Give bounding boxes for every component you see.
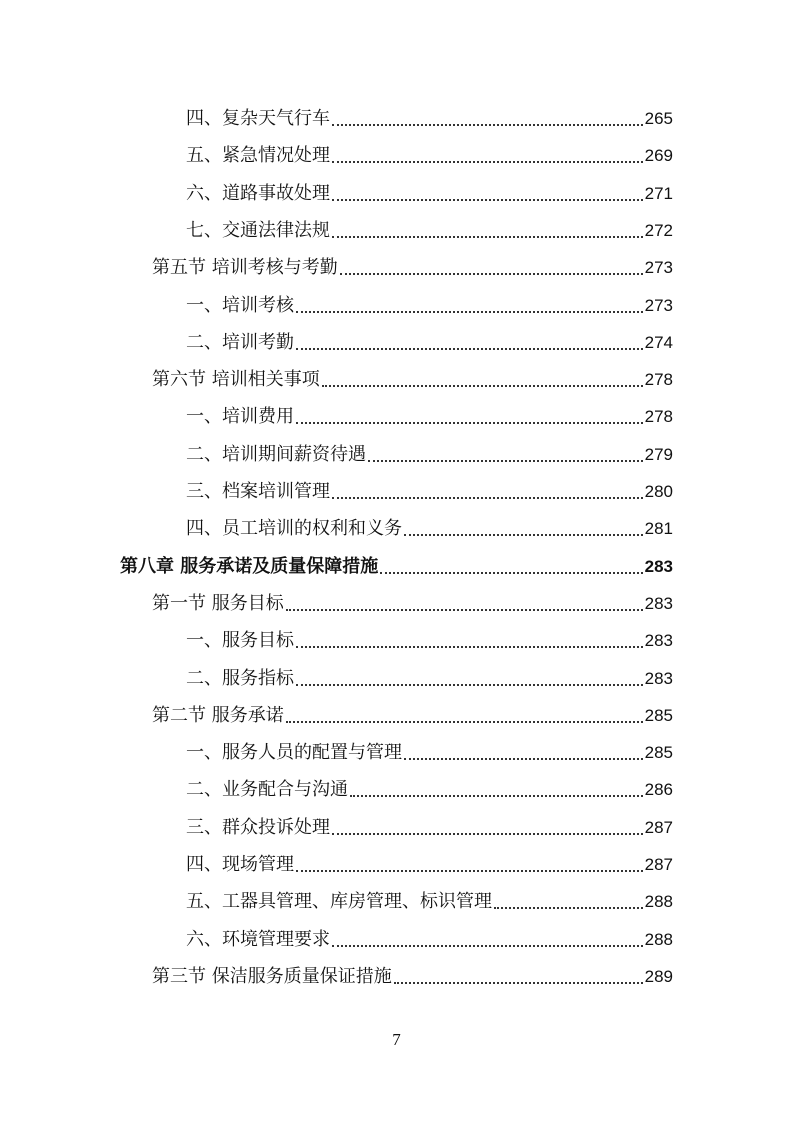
toc-entry-label: 第六节 培训相关事项 xyxy=(152,369,320,391)
toc-entry-label: 四、复杂天气行车 xyxy=(186,108,330,129)
toc-entry[interactable] xyxy=(186,626,673,656)
toc-entry-label: 第一节 服务目标 xyxy=(152,592,284,614)
toc-entry[interactable] xyxy=(186,887,673,917)
dot-leader xyxy=(286,721,643,723)
toc-entry-label: 四、员工培训的权利和义务 xyxy=(186,518,402,540)
toc-entry[interactable] xyxy=(186,664,673,694)
toc-entry-page: 283 xyxy=(644,668,673,688)
toc-entry-page: 283 xyxy=(644,631,673,651)
dot-leader xyxy=(404,758,643,760)
toc-entry-page: 289 xyxy=(644,966,673,986)
toc-entry[interactable] xyxy=(186,141,673,171)
dot-leader xyxy=(296,422,643,424)
toc-entry[interactable] xyxy=(186,328,673,358)
toc-entry-page: 281 xyxy=(644,519,673,539)
toc-entry[interactable] xyxy=(152,589,673,619)
toc-entry-label: 二、服务指标 xyxy=(186,667,294,689)
toc-entry-label: 第三节 保洁服务质量保证措施 xyxy=(152,965,392,987)
toc-entry[interactable] xyxy=(186,477,673,507)
toc-entry[interactable] xyxy=(186,738,673,768)
toc-entry[interactable] xyxy=(152,253,673,283)
toc-entry[interactable] xyxy=(186,925,673,955)
dot-leader xyxy=(332,497,643,499)
toc-entry-label: 四、现场管理 xyxy=(186,854,294,875)
toc-entry-page: 269 xyxy=(644,146,673,166)
dot-leader xyxy=(380,572,642,574)
toc-entry[interactable] xyxy=(186,291,673,321)
toc-entry[interactable] xyxy=(186,440,673,470)
toc-entry-label: 第八章 服务承诺及质量保障措施 xyxy=(120,555,379,577)
toc-entry-page: 285 xyxy=(644,705,673,725)
toc-entry-label: 一、服务人员的配置与管理 xyxy=(186,742,402,764)
toc-entry-page: 278 xyxy=(644,370,673,390)
toc-entry-label: 第二节 服务承诺 xyxy=(152,704,284,726)
dot-leader xyxy=(394,982,643,984)
toc-entry-page: 280 xyxy=(644,482,673,501)
toc-entry[interactable] xyxy=(186,850,673,880)
dot-leader xyxy=(296,870,643,872)
toc-entry[interactable] xyxy=(120,552,673,582)
dot-leader xyxy=(332,945,643,947)
dot-leader xyxy=(494,907,643,909)
toc-entry-page: 285 xyxy=(644,743,673,763)
toc-entry-page: 279 xyxy=(644,444,673,464)
toc-entry-page: 283 xyxy=(644,556,673,576)
toc-entry-page: 273 xyxy=(644,295,673,315)
toc-entry-label: 一、培训考核 xyxy=(186,294,294,316)
dot-leader xyxy=(332,236,643,238)
toc-entry[interactable] xyxy=(152,962,673,992)
toc-entry[interactable] xyxy=(152,701,673,731)
toc-entry-page: 283 xyxy=(644,593,673,613)
toc-entry[interactable] xyxy=(186,813,673,843)
toc-entry-page: 271 xyxy=(644,183,673,203)
toc-entry-page: 287 xyxy=(644,855,673,874)
toc-entry-label: 三、群众投诉处理 xyxy=(186,816,330,838)
dot-leader xyxy=(332,161,643,163)
page-number: 7 xyxy=(392,1030,401,1049)
toc-entry-page: 286 xyxy=(644,780,673,800)
toc-entry[interactable] xyxy=(186,216,673,246)
toc-entry-page: 287 xyxy=(644,817,673,837)
dot-leader xyxy=(296,684,643,686)
toc-entry-page: 273 xyxy=(644,258,673,278)
dot-leader xyxy=(332,124,643,126)
dot-leader xyxy=(296,311,643,313)
dot-leader xyxy=(350,795,643,797)
toc-entry-label: 二、培训考勤 xyxy=(186,331,294,353)
dot-leader xyxy=(368,460,643,462)
toc-entry-page: 278 xyxy=(644,407,673,427)
dot-leader xyxy=(404,534,643,536)
toc-entry-page: 265 xyxy=(644,109,673,128)
toc-entry[interactable] xyxy=(152,365,673,395)
dot-leader xyxy=(296,646,643,648)
dot-leader xyxy=(332,199,643,201)
toc-entry-label: 五、工器具管理、库房管理、标识管理 xyxy=(186,891,492,913)
dot-leader xyxy=(322,385,643,387)
dot-leader xyxy=(340,273,643,275)
toc-entry-label: 一、培训费用 xyxy=(186,406,294,428)
dot-leader xyxy=(296,348,643,350)
toc-entry[interactable] xyxy=(186,514,673,544)
toc-entry-page: 288 xyxy=(644,929,673,949)
toc-entry-label: 二、培训期间薪资待遇 xyxy=(186,443,366,465)
toc-entry[interactable] xyxy=(186,402,673,432)
toc-entry-page: 272 xyxy=(644,220,673,240)
toc-entry[interactable] xyxy=(186,775,673,805)
toc-entry-page: 274 xyxy=(644,332,673,352)
dot-leader xyxy=(332,833,643,835)
toc-entry[interactable] xyxy=(186,104,673,134)
toc-entry-label: 六、道路事故处理 xyxy=(186,182,330,204)
toc-entry-label: 五、紧急情况处理 xyxy=(186,145,330,167)
toc-entry-label: 六、环境管理要求 xyxy=(186,928,330,950)
toc-entry-label: 七、交通法律法规 xyxy=(186,219,330,241)
toc-entry-label: 第五节 培训考核与考勤 xyxy=(152,257,338,279)
toc-entry-label: 一、服务目标 xyxy=(186,630,294,652)
dot-leader xyxy=(286,609,643,611)
toc-entry-label: 三、档案培训管理 xyxy=(186,481,330,502)
toc-entry-page: 288 xyxy=(644,892,673,912)
toc-entry[interactable] xyxy=(186,179,673,209)
toc-entry-label: 二、业务配合与沟通 xyxy=(186,779,348,801)
